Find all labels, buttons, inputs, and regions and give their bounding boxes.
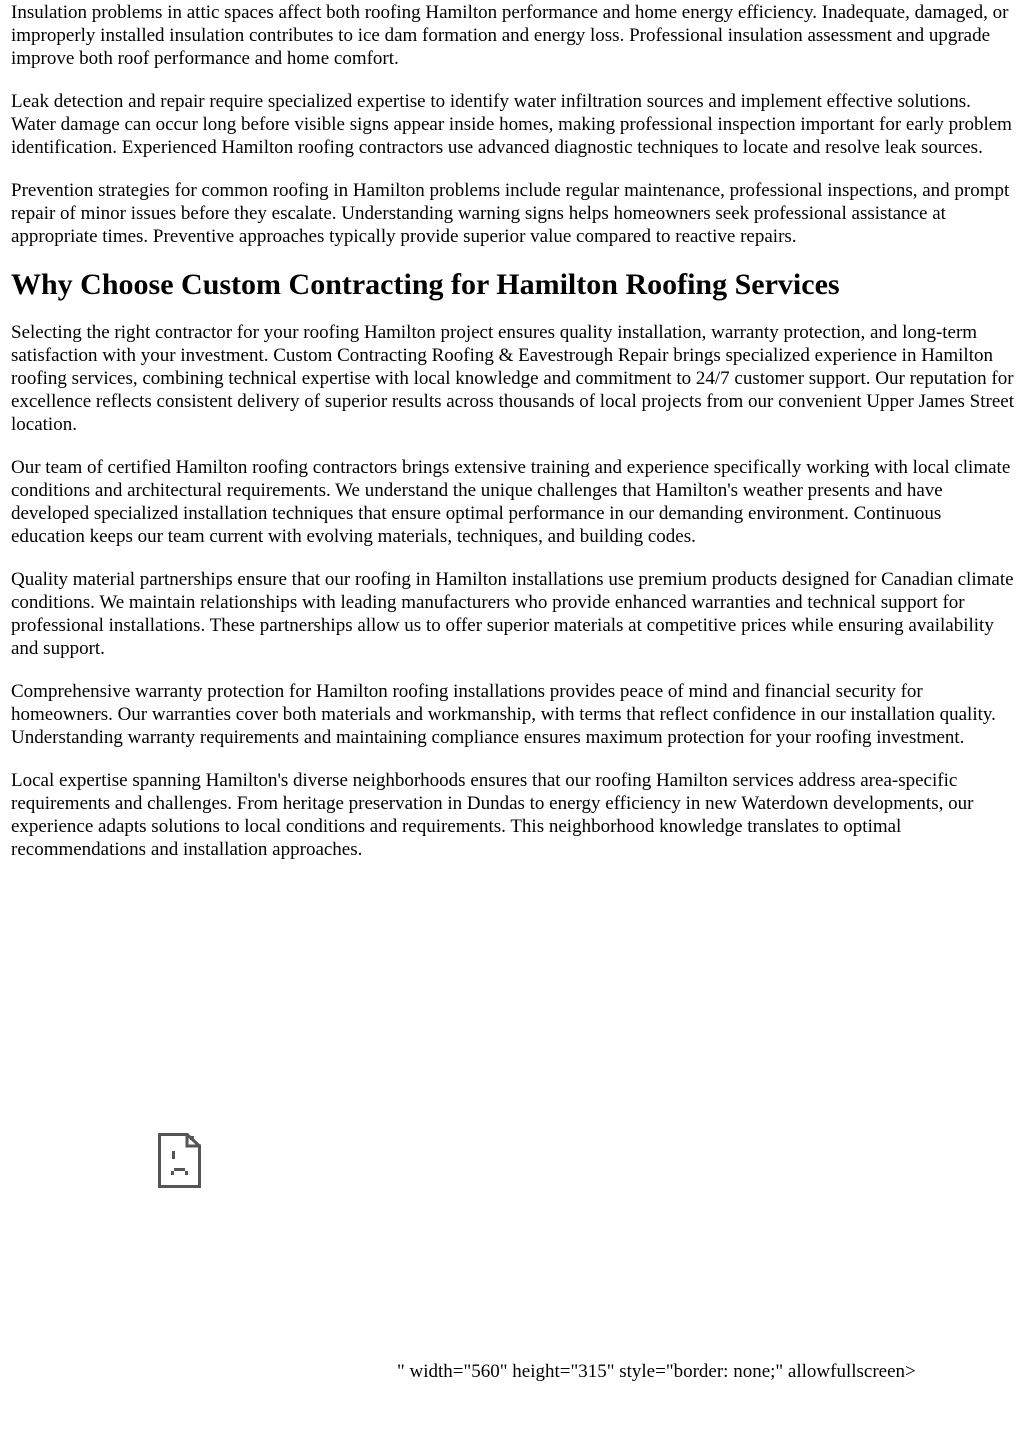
article-content [11,1,1019,881]
paragraph: Quality material partnerships ensure that our roofing in Hamilton installations use premium products designed for Canadian climate conditions. We maintain relationships with leading manufacturers who provide enhanced warranties and technical support for professional installations. These partnerships allow us to offer superior materials at competitive prices while ensuring availability and support. [11,569,1014,659]
broken-image-icon [158,1133,201,1188]
paragraph: Local expertise spanning Hamilton's diverse neighborhoods ensures that our roofing Hamilton services address area-specific requirements and challenges. From heritage preservation in Dundas to energy efficiency in new Waterdown developments, our experience adapts solutions to local conditions and requirements. This neighborhood knowledge translates to optimal recommendations and installation approaches. [11,770,974,860]
paragraph: Our team of certified Hamilton roofing contractors brings extensive training and experience specifically working with local climate conditions and architectural requirements. We understand the unique challenges that Hamilton's weather presents and have developed specialized installation techniques that ensure optimal performance in our demanding environment. Continuous education keeps our team current with evolving materials, techniques, and building codes. [11,457,1011,547]
paragraph: Selecting the right contractor for your roofing Hamilton project ensures quality installation, warranty protection, and long-term satisfaction with your investment. Custom Contracting Roofing & Eavestrough Repair brings specialized experience in Hamilton roofing services, combining technical expertise with local knowledge and commitment to 24/7 customer support. Our reputation for excellence reflects consistent delivery of superior results across thousands of local projects from our convenient Upper James Street location. [11,322,1014,435]
paragraph: Insulation problems in attic spaces affect both roofing Hamilton performance and home energy efficiency. Inadequate, damaged, or improperly installed insulation contributes to ice dam formation and energy loss. Professional insulation assessment and upgrade improve both roof performance and home comfort. [11,2,1009,69]
section-heading: Why Choose Custom Contracting for Hamilton Roofing Services [11,268,840,301]
paragraph: Comprehensive warranty protection for Hamilton roofing installations provides peace of mind and financial security for homeowners. Our warranties cover both materials and workmanship, with terms that reflect confidence in our installation quality. Understanding warranty requirements and maintaining compliance ensures maximum protection for your roofing investment. [11,681,996,748]
paragraph: Leak detection and repair require specialized expertise to identify water infiltration sources and implement effective solutions. Water damage can occur long before visible signs appear inside homes, making professional inspection important for early problem identification. Experienced Hamilton roofing contractors use advanced diagnostic techniques to locate and resolve leak sources. [11,91,1012,158]
raw-iframe-markup-text: " width="560" height="315" style="border: none;" allowfullscreen> [397,1361,916,1382]
paragraph: Prevention strategies for common roofing in Hamilton problems include regular maintenance, professional inspections, and prompt repair of minor issues before they escalate. Understanding warning signs helps homeowners seek professional assistance at appropriate times. Preventive approaches typically provide superior value compared to reactive repairs. [11,180,1010,247]
